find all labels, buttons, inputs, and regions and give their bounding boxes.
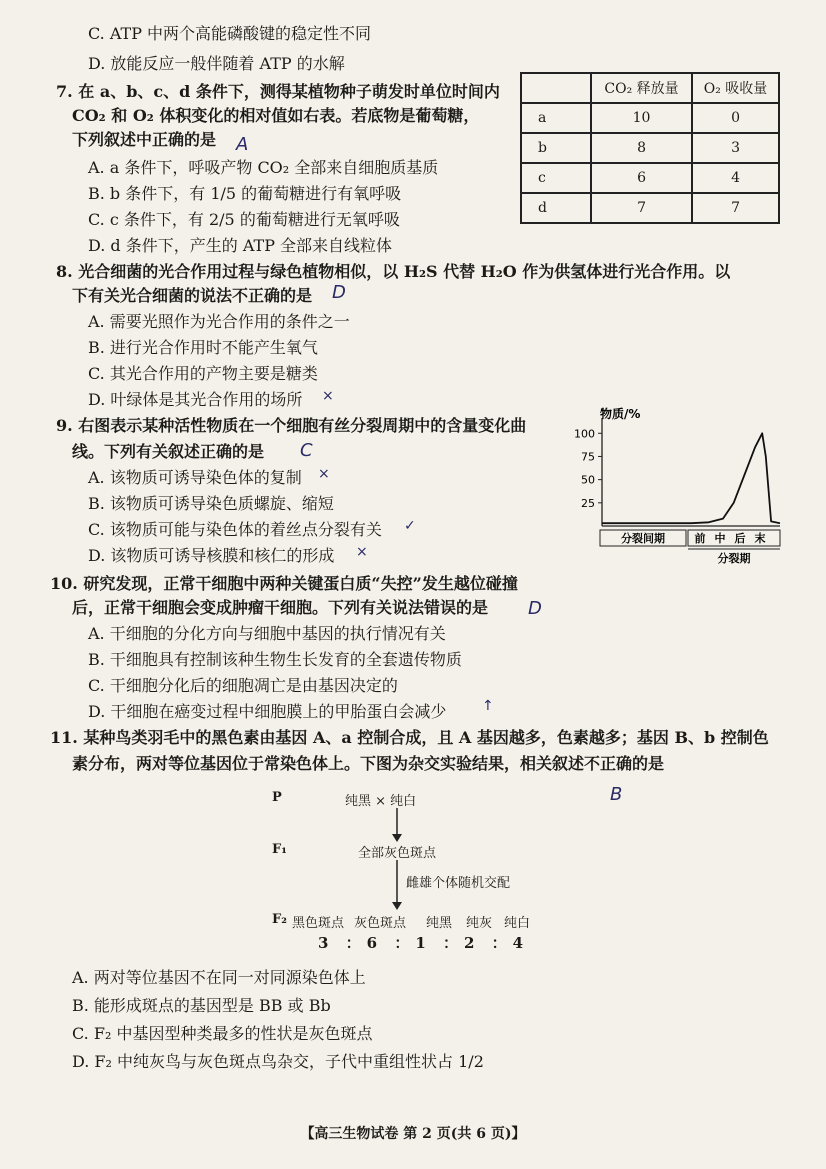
q10-stem-line1: 10. 研究发现，正常干细胞中两种关键蛋白质“失控”发生越位碰撞 — [50, 574, 518, 593]
q10-stem-line2: 后，正常干细胞会变成肿瘤干细胞。下列有关说法错误的是 — [72, 598, 489, 617]
q7-stem-line1: 7. 在 a、b、c、d 条件下，测得某植物种子萌发时单位时间内 — [56, 82, 500, 101]
q10-option-b: B. 干细胞具有控制该种生物生长发育的全套遗传物质 — [88, 650, 462, 669]
q8-d-cross-mark: × — [322, 388, 334, 404]
table-row — [521, 163, 779, 193]
table-cell: 10 — [591, 103, 692, 133]
table-row — [521, 193, 779, 223]
q9-option-b: B. 该物质可诱导染色质螺旋、缩短 — [88, 494, 334, 513]
table-row — [521, 133, 779, 163]
table-header-cell: CO₂ 释放量 — [591, 73, 692, 103]
diagram-f2-phenotype-pure-white: 纯白 — [504, 916, 531, 931]
q11-stem-line1: 11. 某种鸟类羽毛中的黑色素由基因 A、a 控制合成，且 A 基因越多，色素越多；基因 B、b 控制色 — [50, 728, 769, 747]
table-cell: 3 — [692, 133, 779, 163]
q8-stem-line1: 8. 光合细菌的光合作用过程与绿色植物相似，以 H₂S 代替 H₂O 作为供氢体进行光合作用。以 — [56, 262, 731, 281]
q11-handwritten-answer: B — [610, 784, 623, 805]
q9-option-a: A. 该物质可诱导染色体的复制 — [88, 468, 302, 487]
diagram-f2-phenotype-gray-spot: 灰色斑点 — [354, 916, 407, 931]
q9-option-d: D. 该物质可诱导核膜和核仁的形成 — [88, 546, 335, 565]
q7-stem-line3: 下列叙述中正确的是 — [72, 130, 217, 149]
table-header-cell — [521, 73, 591, 103]
q9-d-cross-mark: × — [356, 544, 368, 560]
table-cell: 7 — [692, 193, 779, 223]
q10-d-arrow-mark: ↑ — [482, 698, 494, 714]
q11-option-b: B. 能形成斑点的基因型是 BB 或 Bb — [72, 996, 331, 1015]
q9-line-chart — [560, 402, 790, 572]
q10-option-a: A. 干细胞的分化方向与细胞中基因的执行情况有关 — [88, 624, 446, 643]
x-tick-label: 末 — [754, 532, 766, 545]
q10-option-d: D. 干细胞在癌变过程中细胞膜上的甲胎蛋白会减少 — [88, 702, 447, 721]
diagram-f2-label: F₂ — [272, 912, 287, 927]
diagram-f1-mating-note: 雌雄个体随机交配 — [406, 876, 511, 891]
q8-option-d: D. 叶绿体是其光合作用的场所 — [88, 390, 303, 409]
q7-option-b: B. b 条件下，有 1/5 的葡萄糖进行有氧呼吸 — [88, 184, 402, 203]
diagram-f1-result: 全部灰色斑点 — [358, 846, 437, 861]
q8-option-b: B. 进行光合作用时不能产生氧气 — [88, 338, 318, 357]
y-tick-label: 50 — [581, 473, 595, 487]
q9-c-check-mark: ✓ — [404, 518, 416, 534]
q10-option-c: C. 干细胞分化后的细胞凋亡是由基因决定的 — [88, 676, 398, 695]
q9-handwritten-answer: C — [300, 440, 313, 461]
q9-option-c: C. 该物质可能与染色体的着丝点分裂有关 — [88, 520, 382, 539]
table-cell: 6 — [591, 163, 692, 193]
q7-handwritten-answer: A — [236, 134, 249, 155]
y-tick-label: 100 — [574, 427, 595, 441]
page-footer: 【高三生物试卷 第 2 页(共 6 页)】 — [300, 1126, 526, 1142]
table-cell: a — [521, 103, 591, 133]
q6-option-c: C. ATP 中两个高能磷酸键的稳定性不同 — [88, 24, 372, 43]
table-header-row — [521, 73, 779, 103]
table-cell: 0 — [692, 103, 779, 133]
q9-stem-line2: 线。下列有关叙述正确的是 — [72, 442, 265, 461]
chart-title: 物质/% — [600, 407, 641, 421]
diagram-p-label: P — [272, 790, 282, 805]
series-line — [602, 433, 780, 523]
diagram-f2-phenotype-black-spot: 黑色斑点 — [292, 916, 345, 931]
table-row — [521, 103, 779, 133]
diagram-f2-ratio: 3 ：6 ：1 ：2 ：4 — [318, 934, 530, 952]
q10-handwritten-answer: D — [528, 598, 542, 619]
y-tick-label: 25 — [581, 496, 595, 510]
table-cell: 7 — [591, 193, 692, 223]
q7-stem-line2: CO₂ 和 O₂ 体积变化的相对值如右表。若底物是葡萄糖， — [72, 106, 480, 125]
q8-option-c: C. 其光合作用的产物主要是糖类 — [88, 364, 318, 383]
diagram-f2-phenotype-pure-gray: 纯灰 — [466, 916, 493, 931]
q11-option-d: D. F₂ 中纯灰鸟与灰色斑点鸟杂交，子代中重组性状占 1/2 — [72, 1052, 484, 1071]
y-tick-label: 75 — [581, 450, 595, 464]
diagram-arrow — [390, 808, 404, 842]
q11-option-a: A. 两对等位基因不在同一对同源染色体上 — [72, 968, 366, 987]
q9-stem-line1: 9. 右图表示某种活性物质在一个细胞有丝分裂周期中的含量变化曲 — [56, 416, 527, 435]
x-tick-label: 前 — [694, 532, 706, 545]
q7-option-c: C. c 条件下，有 2/5 的葡萄糖进行无氧呼吸 — [88, 210, 400, 229]
table-cell: d — [521, 193, 591, 223]
x-tick-label: 中 — [714, 532, 726, 545]
x-tick-label: 分裂间期 — [621, 532, 665, 545]
q11-option-c: C. F₂ 中基因型种类最多的性状是灰色斑点 — [72, 1024, 373, 1043]
table-cell: 8 — [591, 133, 692, 163]
table-cell: b — [521, 133, 591, 163]
diagram-arrow — [390, 860, 404, 910]
diagram-f2-phenotype-pure-black: 纯黑 — [426, 916, 453, 931]
diagram-parent-cross: 纯黑 × 纯白 — [345, 794, 417, 809]
q6-option-d: D. 放能反应一般伴随着 ATP 的水解 — [88, 54, 345, 73]
table-cell: c — [521, 163, 591, 193]
x-group-label: 分裂期 — [717, 552, 751, 565]
q8-handwritten-answer: D — [332, 282, 346, 303]
q7-option-d: D. d 条件下，产生的 ATP 全部来自线粒体 — [88, 236, 393, 255]
q11-stem-line2: 素分布，两对等位基因位于常染色体上。下图为杂交实验结果，相关叙述不正确的是 — [72, 754, 665, 773]
x-tick-label: 后 — [734, 532, 746, 545]
diagram-f1-label: F₁ — [272, 842, 287, 857]
q9-a-cross-mark: × — [318, 466, 330, 482]
table-header-cell: O₂ 吸收量 — [692, 73, 779, 103]
q8-option-a: A. 需要光照作为光合作用的条件之一 — [88, 312, 350, 331]
q7-option-a: A. a 条件下，呼吸产物 CO₂ 全部来自细胞质基质 — [88, 158, 439, 177]
q8-stem-line2: 下有关光合细菌的说法不正确的是 — [72, 286, 313, 305]
q7-data-table — [520, 72, 780, 224]
table-cell: 4 — [692, 163, 779, 193]
